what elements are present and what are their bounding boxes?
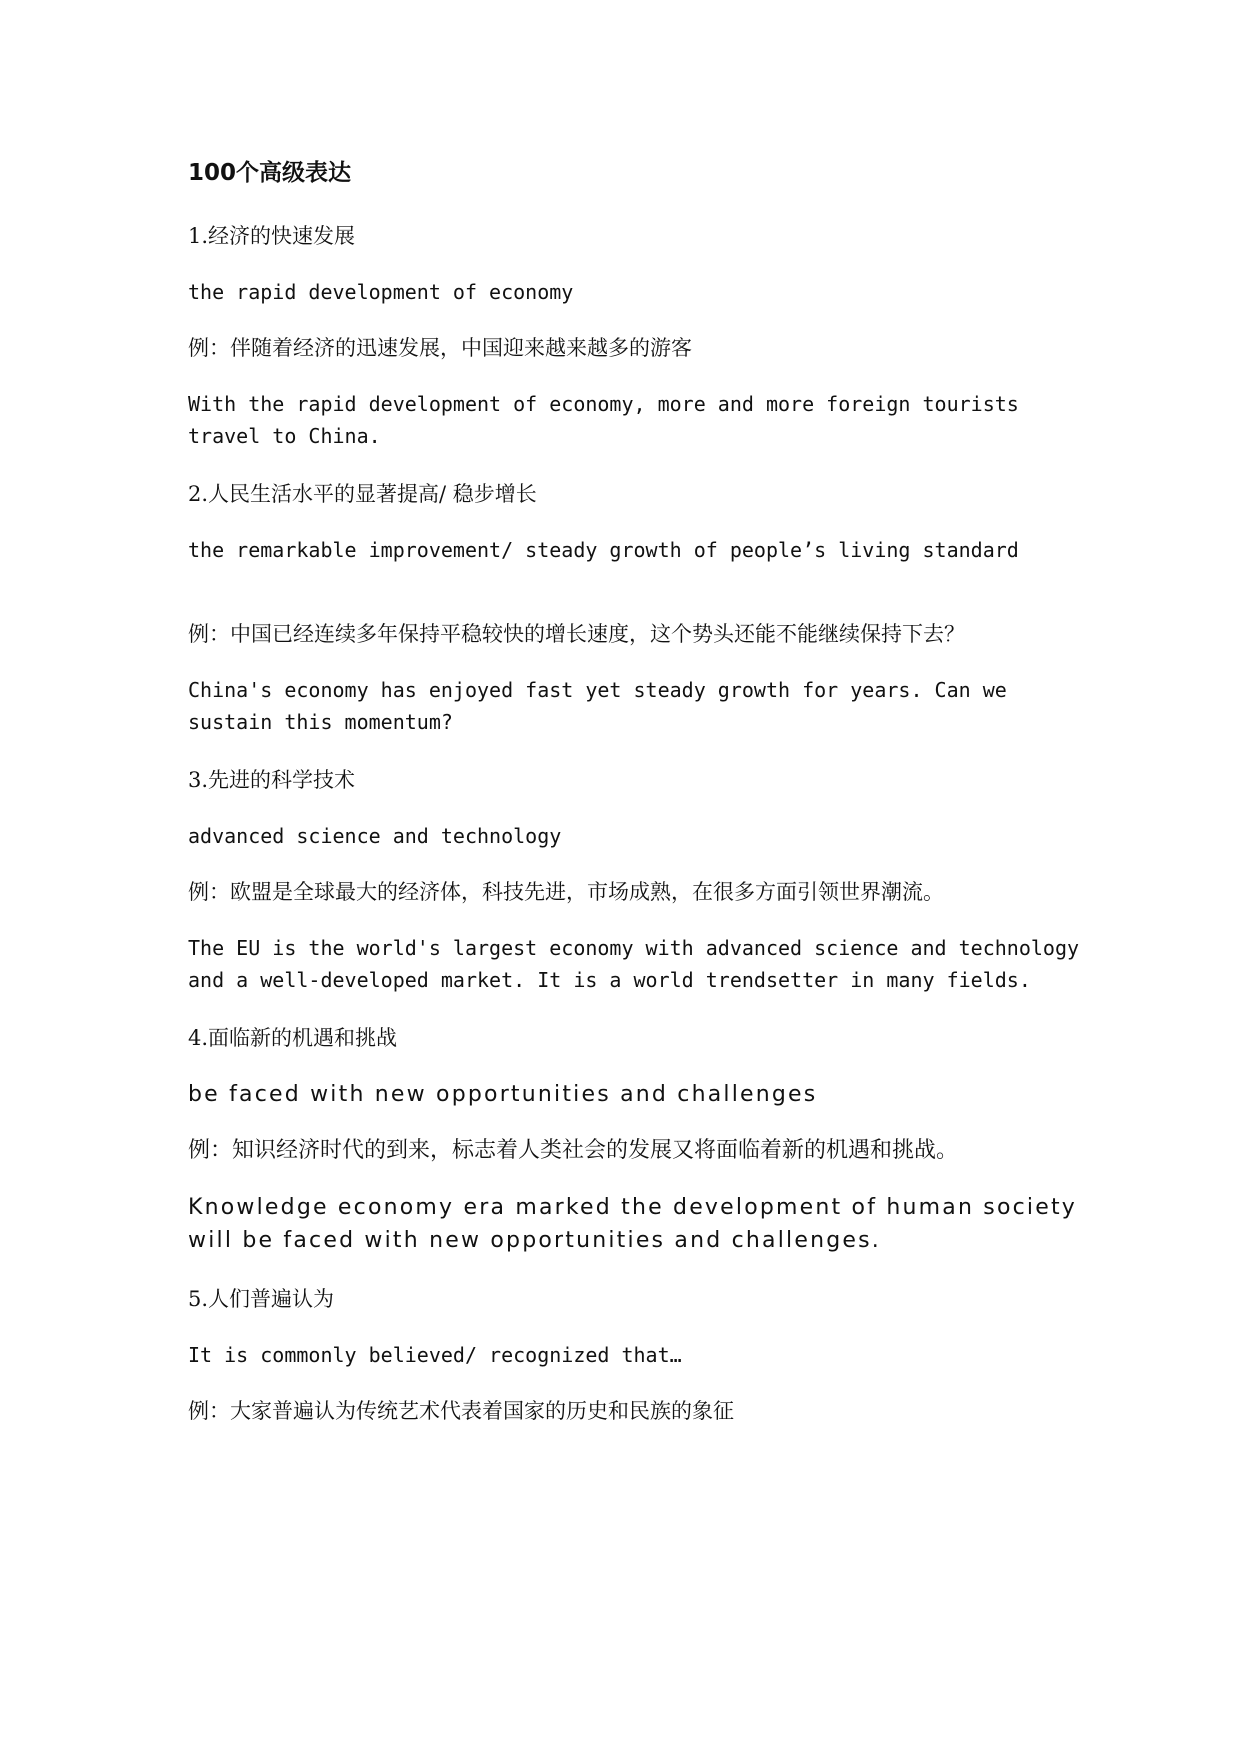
item-4-phrase: be faced with new opportunities and challenges (188, 1082, 818, 1107)
item-3-example-cn: 例：欧盟是全球最大的经济体，科技先进，市场成熟，在很多方面引领世界潮流。 (188, 880, 944, 904)
item-5-example-cn: 例：大家普遍认为传统艺术代表着国家的历史和民族的象征 (188, 1399, 734, 1423)
item-4-example-cn: 例：知识经济时代的到来，标志着人类社会的发展又将面临着新的机遇和挑战。 (188, 1138, 959, 1163)
item-3-example-en: The EU is the world's largest economy with advanced science and technology and a well-developed market. It is a world trendsetter in many fields. (188, 936, 1080, 992)
item-1-phrase: the rapid development of economy (188, 280, 574, 304)
item-1-example-en: With the rapid development of economy, more and more foreign tourists travel to China. (188, 392, 1019, 448)
item-5-phrase: It is commonly believed/ recognized that… (188, 1343, 682, 1367)
item-4-example-en: Knowledge economy era marked the development of human society will be faced with new opportunities and challenges. (188, 1195, 1077, 1253)
item-4-heading: 4.面临新的机遇和挑战 (188, 1026, 398, 1050)
item-1-example-cn: 例：伴随着经济的迅速发展，中国迎来越来越多的游客 (188, 336, 692, 360)
item-5-heading: 5.人们普遍认为 (188, 1287, 335, 1311)
item-2-example-cn: 例：中国已经连续多年保持平稳较快的增长速度，这个势头还能不能继续保持下去？ (188, 622, 965, 646)
item-3-heading: 3.先进的科学技术 (188, 768, 356, 792)
item-2-heading: 2.人民生活水平的显著提高/ 稳步增长 (188, 482, 537, 506)
document-title: 100个高级表达 (188, 160, 352, 186)
item-3-phrase: advanced science and technology (188, 824, 562, 848)
item-2-phrase: the remarkable improvement/ steady growth of people’s living standard (188, 538, 1019, 562)
item-2-example-en: China's economy has enjoyed fast yet steady growth for years. Can we sustain this momentum? (188, 678, 1007, 734)
document-page (188, 158, 1088, 1451)
item-1-heading: 1.经济的快速发展 (188, 224, 356, 248)
